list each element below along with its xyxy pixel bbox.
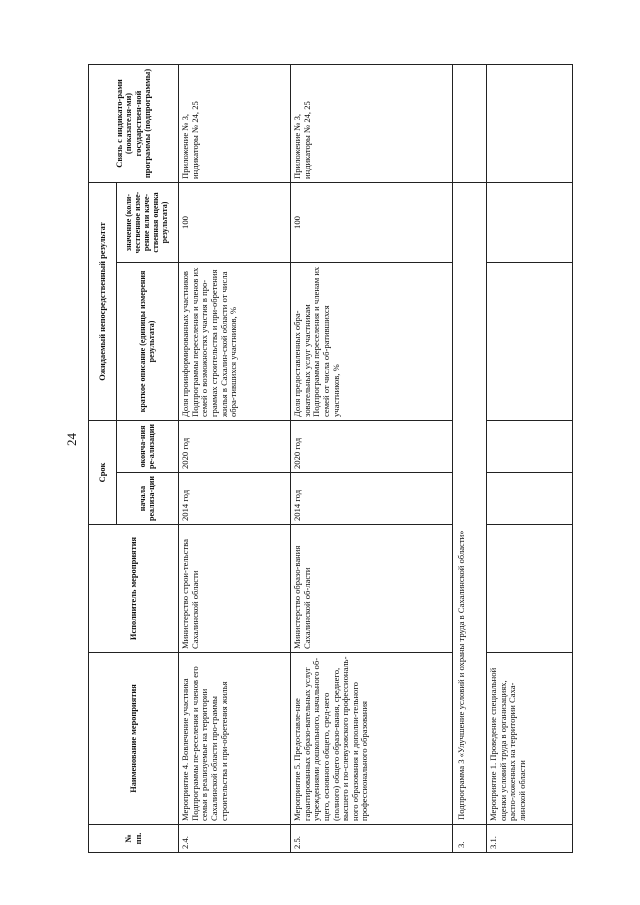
cell-desc: Доля предоставленных обра-зовательных услуг участникам Подпрограммы переселения и членам их семей от числа об-ратившихся участников, % [291,262,453,420]
cell-end: 2020 год [291,420,453,472]
cell-name: Мероприятие 4. Вовлечение участника Подпрограммы пе-реселения и членов его семьи в реализуемые на территории Сахалинской области про-граммы строительства и при-обретения жилья [179,653,291,825]
cell-name: Мероприятие 1. Проведение специальной оценки условий труда в организациях, распо-ложенных на территории Саха-линской области [487,653,573,825]
header-link: Связь с индикато-рами (показателя-ми) государствен-ной программы (подпрограммы) [89,64,179,182]
header-term-start: начала реализа-ции [117,473,179,525]
header-no: № пп. [89,825,179,853]
cell-start [487,473,573,525]
cell-start: 2014 год [291,473,453,525]
cell-start: 2014 год [179,473,291,525]
header-executor: Исполнитель мероприятия [89,525,179,653]
header-name: Наименование мероприятия [89,653,179,825]
cell-link: Приложение № 3, индикаторы № 24, 25 [291,64,453,182]
measures-table [88,64,573,853]
cell-value: 100 [179,182,291,262]
cell-no: 2.5. [291,825,453,853]
header-expected-desc: краткое описание (единицы измерения результата) [117,262,179,420]
section-empty-cell [453,64,487,182]
cell-link [487,64,573,182]
header-expected-value: значение (коли-чественное изме-рение или каче-ственная оценка результата) [117,182,179,262]
cell-end [487,420,573,472]
cell-executor: Министерство образо-вания Сахалинской об-ласти [291,525,453,653]
cell-link: Приложение № 3, индикаторы № 24, 25 [179,64,291,182]
header-expected: Ожидаемый непосредственный результат [89,182,117,420]
header-row [89,64,117,852]
rotated-table-container [88,65,576,853]
cell-value [487,182,573,262]
table-row [487,64,573,852]
cell-no: 3.1. [487,825,573,853]
cell-executor [487,525,573,653]
table-row [291,64,453,852]
cell-no: 2.4. [179,825,291,853]
cell-executor: Министерство строи-тельства Сахалинской области [179,525,291,653]
table-row [179,64,291,852]
cell-desc [487,262,573,420]
cell-end: 2020 год [179,420,291,472]
header-term: Срок [89,420,117,524]
section-title: Подпрограмма 3 «Улучшение условий и охраны труда в Сахалинской области» [453,182,487,824]
header-term-end: оконча-ния ре-ализации [117,420,179,472]
page-number: 24 [64,433,79,446]
cell-value: 100 [291,182,453,262]
section-row [453,64,487,852]
cell-name: Мероприятие 5. Предоставле-ние гарантированных образо-вательных услуг учреждениями дошкольного, начального об-щего, основного общего, сред-него (полного) общего образо-вания, среднего, высшего и по-слевузовского профессиональ-ного образования и дополни-тельного профессионального образования [291,653,453,825]
cell-desc: Доля проинформированных участников Подпрограммы переселения и членов их семей о возможностях участия в про-граммах строительства и при-обретения жилья в Сахалин-ской области от числа обра-тившихся участников, % [179,262,291,420]
section-no: 3. [453,825,487,853]
